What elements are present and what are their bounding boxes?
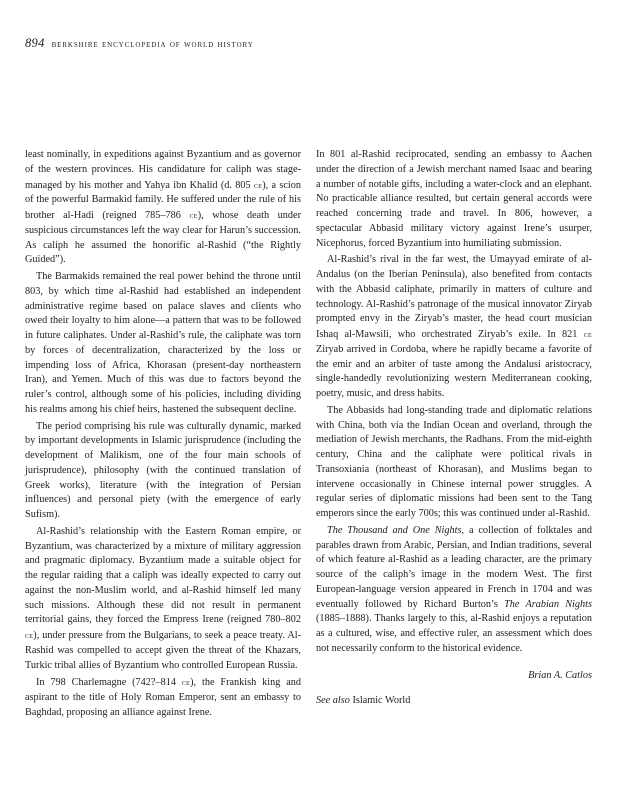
era-abbrev: ce bbox=[583, 329, 592, 339]
era-abbrev: ce bbox=[181, 677, 191, 688]
running-header bbox=[25, 36, 254, 51]
see-also-link[interactable]: Islamic World bbox=[352, 695, 411, 707]
right-column bbox=[316, 148, 592, 709]
paragraph: In 801 al-Rashid reciprocated, sending an embassy to Aachen under the direction of a Jewish merchant named Isaac and bearing a number of notable gifts, including a water-clock and an elephant. No practicable alliance resulted, but certain general accords were reached concerning trade and travel. In 806, however, a spectacular Abbasid military victory against Irene’s usurper, Nicephorus, forced Byzantium into humiliating submission. bbox=[316, 149, 592, 249]
author-signature: Brian A. Catlos bbox=[528, 669, 592, 681]
paragraph: The period comprising his rule was culturally dynamic, marked by important developments in Islamic jurisprudence (including the development of Malikism, one of the four main schools of jurisprudence), philosophy (with the continued translation of Greek works), literature (with the integration of Persian influences) and personal piety (with the emergence of early Sufism). bbox=[25, 420, 301, 520]
paragraph: Al-Rashid’s relationship with the Eastern Roman empire, or Byzantium, was characterized by a mixture of military aggression and pragmatic diplomacy. Byzantium made a suitable object for the regular raiding that a caliph was ideally expected to carry out against the non-Muslim world, and al-Rashid himself led many such missions. Although these did not result in permanent territorial gains, they forced the Empress Irene (reigned 780–802 ce), under pressure from the Bulgarians, to seek a peace treaty. Al-Rashid was compelled to accept given the threat of the Khazars, Turkic tribal allies of Byzantium who controlled European Russia. bbox=[25, 525, 301, 671]
paragraph: Al-Rashid’s rival in the far west, the Umayyad emirate of al-Andalus (on the Iberian Peninsula), also benefited from contacts with the Abbasid caliphate, primarily in matters of culture and technology. Al-Rashid’s patronage of the musical innovator Ziryab prompted envy in the Ziryab’s master, the head court musician Ishaq al-Mawsili, who orchestrated Ziryab’s exile. In 821 ce Ziryab arrived in Cordoba, where he rapidly became a favorite of the emir and an arbiter of taste among the Andalusi aristocracy, single-handedly revolutionizing western Mediterranean cooking, poetry, music, and dress habits. bbox=[316, 254, 592, 399]
page-number: 894 bbox=[25, 36, 45, 50]
see-also-label: See also bbox=[316, 695, 350, 707]
era-abbrev: ce bbox=[253, 179, 263, 190]
see-also bbox=[316, 694, 592, 709]
left-column bbox=[25, 148, 301, 723]
book-title: The Thousand and One Nights, bbox=[327, 524, 465, 536]
paragraph: The Barmakids remained the real power behind the throne until 803, by which time al-Rashid had established an independent administrative regime based on palace slaves and clients who owed their loyalty to him alone—a pattern that was to be followed in future caliphates. Under al-Rashid’s rule, the caliphate was torn by forces of decentralization, characterized by the loss or impending loss of Africa, Khorasan (present-day northeastern Iran), and Yemen. Much of this was due to factors beyond the ruler’s control, although some of his policies, including dividing his realms among his chief heirs, hastened the subsequent decline. bbox=[25, 271, 301, 415]
era-abbrev: ce bbox=[189, 210, 198, 220]
book-title: The Arabian Nights bbox=[504, 598, 592, 610]
paragraph: In 798 Charlemagne (742?–814 ce), the Frankish king and aspirant to the title of Holy Roman Emperor, sent an embassy to Baghdad, proposing an alliance against Irene. bbox=[25, 677, 301, 718]
paragraph: The Abbasids had long-standing trade and diplomatic relations with China, both via the Indian Ocean and overland, through the mediation of Jewish merchants, the Radhans. From the mid-eighth century, China and the caliphate were political rivals in Transoxiania (northeast of Khorasan), and Muslims began to intervene occasionally in Chinese internal power struggles. A regular series of diplomatic missions had been sent to the Tang emperors since the early 700s; this was continued under al-Rashid. bbox=[316, 404, 592, 519]
paragraph: least nominally, in expeditions against Byzantium and as governor of the western provinces. His candidature for caliph was stage-managed by his mother and Yahya ibn Khalid (d. 805 ce), a scion of the powerful Barmakid family. He suffered under the rule of his brother al-Hadi (reigned 785–786 ce), whose death under suspicious circumstances left the way clear for Harun’s succession. As caliph he assumed the honorific al-Rashid (“the Rightly Guided”). bbox=[25, 149, 302, 266]
paragraph: The Thousand and One Nights, a collection of folktales and parables drawn from Arabic, Persian, and Indian traditions, several of which feature al-Rashid as a leading character, are the primary source of the caliph’s image in the modern West. The first European-language version appeared in French in 1704 and was eventually followed by Richard Burton’s The Arabian Nights (1885–1888). Thanks largely to this, al-Rashid enjoys a reputation as a cultured, wise, and effective ruler, an assessment which does not necessarily conform to the historical evidence. bbox=[316, 524, 592, 654]
era-abbrev: ce bbox=[25, 630, 34, 640]
running-title: berkshire encyclopedia of world history bbox=[51, 39, 254, 50]
